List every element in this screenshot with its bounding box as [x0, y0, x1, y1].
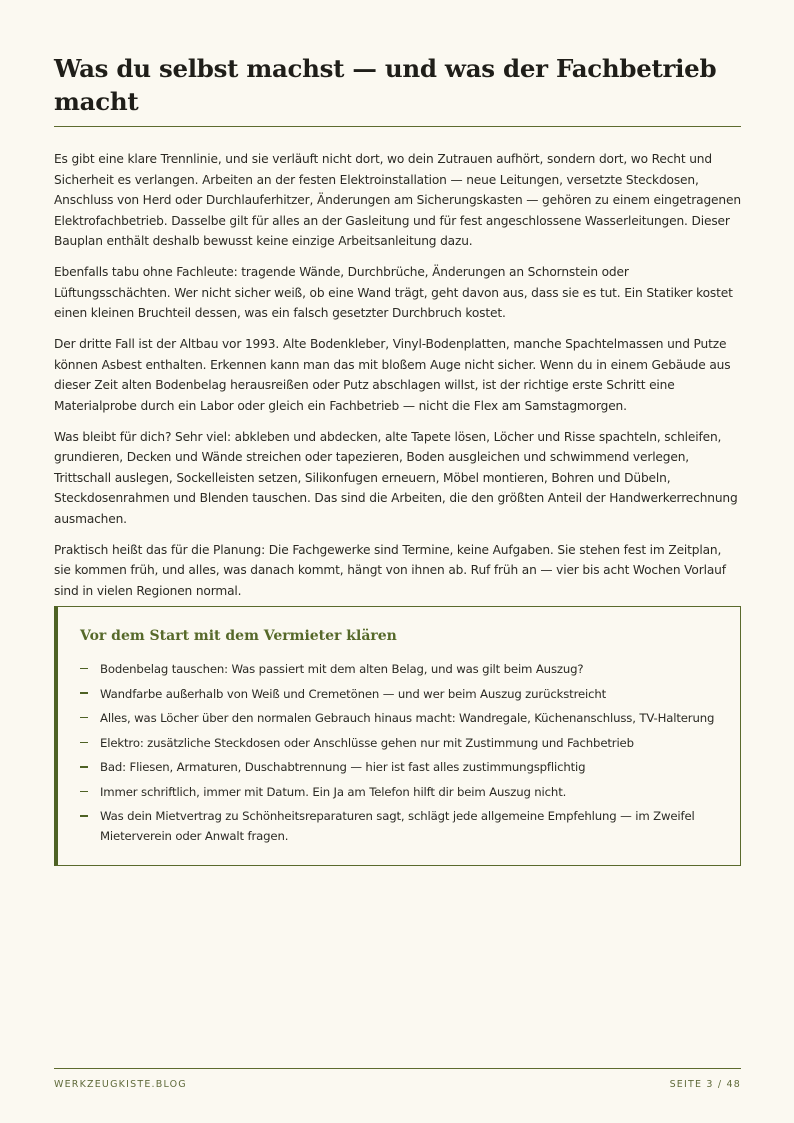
checklist-item: [80, 782, 720, 802]
checklist-item-text: Bad: Fliesen, Armaturen, Duschabtrennung — hier ist fast alles zustimmungspflichtig: [100, 760, 586, 774]
dash-bullet-icon: [80, 668, 88, 669]
body-text: [54, 149, 741, 612]
checklist-item: [80, 684, 720, 704]
checklist-item: [80, 757, 720, 777]
checklist-item: [80, 733, 720, 753]
title-divider: [54, 126, 741, 127]
checklist-item-text: Elektro: zusätzliche Steckdosen oder Anschlüsse gehen nur mit Zustimmung und Fachbetrieb: [100, 735, 634, 750]
footer-site-name: WERKZEUGKISTE.BLOG: [54, 1079, 187, 1090]
landlord-checklist-box: [54, 606, 741, 866]
paragraph: Es gibt eine klare Trennlinie, und sie verläuft nicht dort, wo dein Zutrauen aufhört, sondern dort, wo Recht und Sicherheit es verlangen. Arbeiten an der festen Elektroinstallation — neue Leitungen, versetzte Steckdosen, Anschluss von Herd oder Durchlauferhitzer, Änderungen am Sicherungskasten — gehören zu einem eingetragenen Elektrofachbetrieb. Dasselbe gilt für alles an der Gasleitung und für fest angeschlossene Wasserleitungen. Dieser Bauplan enthält deshalb bewusst keine einzige Arbeitsanleitung dazu.: [54, 152, 741, 248]
document-page: [54, 0, 741, 1123]
checklist-item-text: Was dein Mietvertrag zu Schönheitsreparaturen sagt, schlägt jede allgemeine Empfehlung — im Zweifel Mieterverein oder Anwalt fragen.: [100, 809, 695, 843]
dash-bullet-icon: [80, 766, 88, 768]
checklist-heading: Vor dem Start mit dem Vermieter klären: [80, 628, 397, 644]
checklist-item-text: Immer schriftlich, immer mit Datum. Ein Ja am Telefon hilft dir beim Auszug nicht.: [100, 784, 567, 799]
checklist-item-text: Bodenbelag tauschen: Was passiert mit dem alten Belag, und was gilt beim Auszug?: [100, 662, 584, 676]
checklist-item-text: Wandfarbe außerhalb von Weiß und Cremetönen — und wer beim Auszug zurückstreicht: [100, 686, 607, 701]
checklist-item-text: Alles, was Löcher über den normalen Gebrauch hinaus macht: Wandregale, Küchenanschluss, TV-Halterung: [100, 711, 715, 725]
paragraph: Ebenfalls tabu ohne Fachleute: tragende Wände, Durchbrüche, Änderungen an Schornstein oder Lüftungsschächten. Wer nicht sicher weiß, ob eine Wand trägt, geht davon aus, dass sie es tut. Ein Statiker kostet einen kleinen Bruchteil dessen, was ein falsch gesetzter Durchbruch kostet.: [54, 265, 733, 320]
checklist-item: [80, 659, 720, 679]
dash-bullet-icon: [80, 692, 88, 694]
dash-bullet-icon: [80, 791, 88, 792]
footer-divider: [54, 1068, 741, 1069]
dash-bullet-icon: [80, 815, 88, 817]
paragraph: Der dritte Fall ist der Altbau vor 1993. Alte Bodenkleber, Vinyl-Bodenplatten, manche Spachtelmassen und Putze können Asbest enthalten. Erkennen kann man das mit bloßem Auge nicht sicher. Wenn du in einem Gebäude aus dieser Zeit alten Bodenbelag herausreißen oder Putz abschlagen willst, ist der richtige erste Schritt eine Materialprobe durch ein Labor oder gleich ein Fachbetrieb — nicht die Flex am Samstagmorgen.: [54, 337, 731, 413]
checklist-item: [80, 708, 720, 728]
footer-page-number: SEITE 3 / 48: [669, 1079, 741, 1090]
page-title: Was du selbst machst — und was der Fachbetrieb macht: [54, 54, 717, 116]
dash-bullet-icon: [80, 717, 88, 718]
checklist: [80, 659, 720, 851]
paragraph: Was bleibt für dich? Sehr viel: abkleben und abdecken, alte Tapete lösen, Löcher und Risse spachteln, schleifen, grundieren, Decken und Wände streichen oder tapezieren, Boden ausgleichen und schwimmend verlegen, Trittschall auslegen, Sockelleisten setzen, Silikonfugen erneuern, Möbel montieren, Bohren und Dübeln, Steckdosenrahmen und Blenden tauschen. Das sind die Arbeiten, die den größten Anteil der Handwerkerrechnung ausmachen.: [54, 429, 738, 526]
dash-bullet-icon: [80, 742, 88, 743]
paragraph: Praktisch heißt das für die Planung: Die Fachgewerke sind Termine, keine Aufgaben. Sie stehen fest im Zeitplan, sie kommen früh, und alles, was danach kommt, hängt von ihnen ab. Ruf früh an — vier bis acht Wochen Vorlauf sind in vielen Regionen normal.: [54, 542, 726, 598]
checklist-item: [80, 806, 720, 846]
